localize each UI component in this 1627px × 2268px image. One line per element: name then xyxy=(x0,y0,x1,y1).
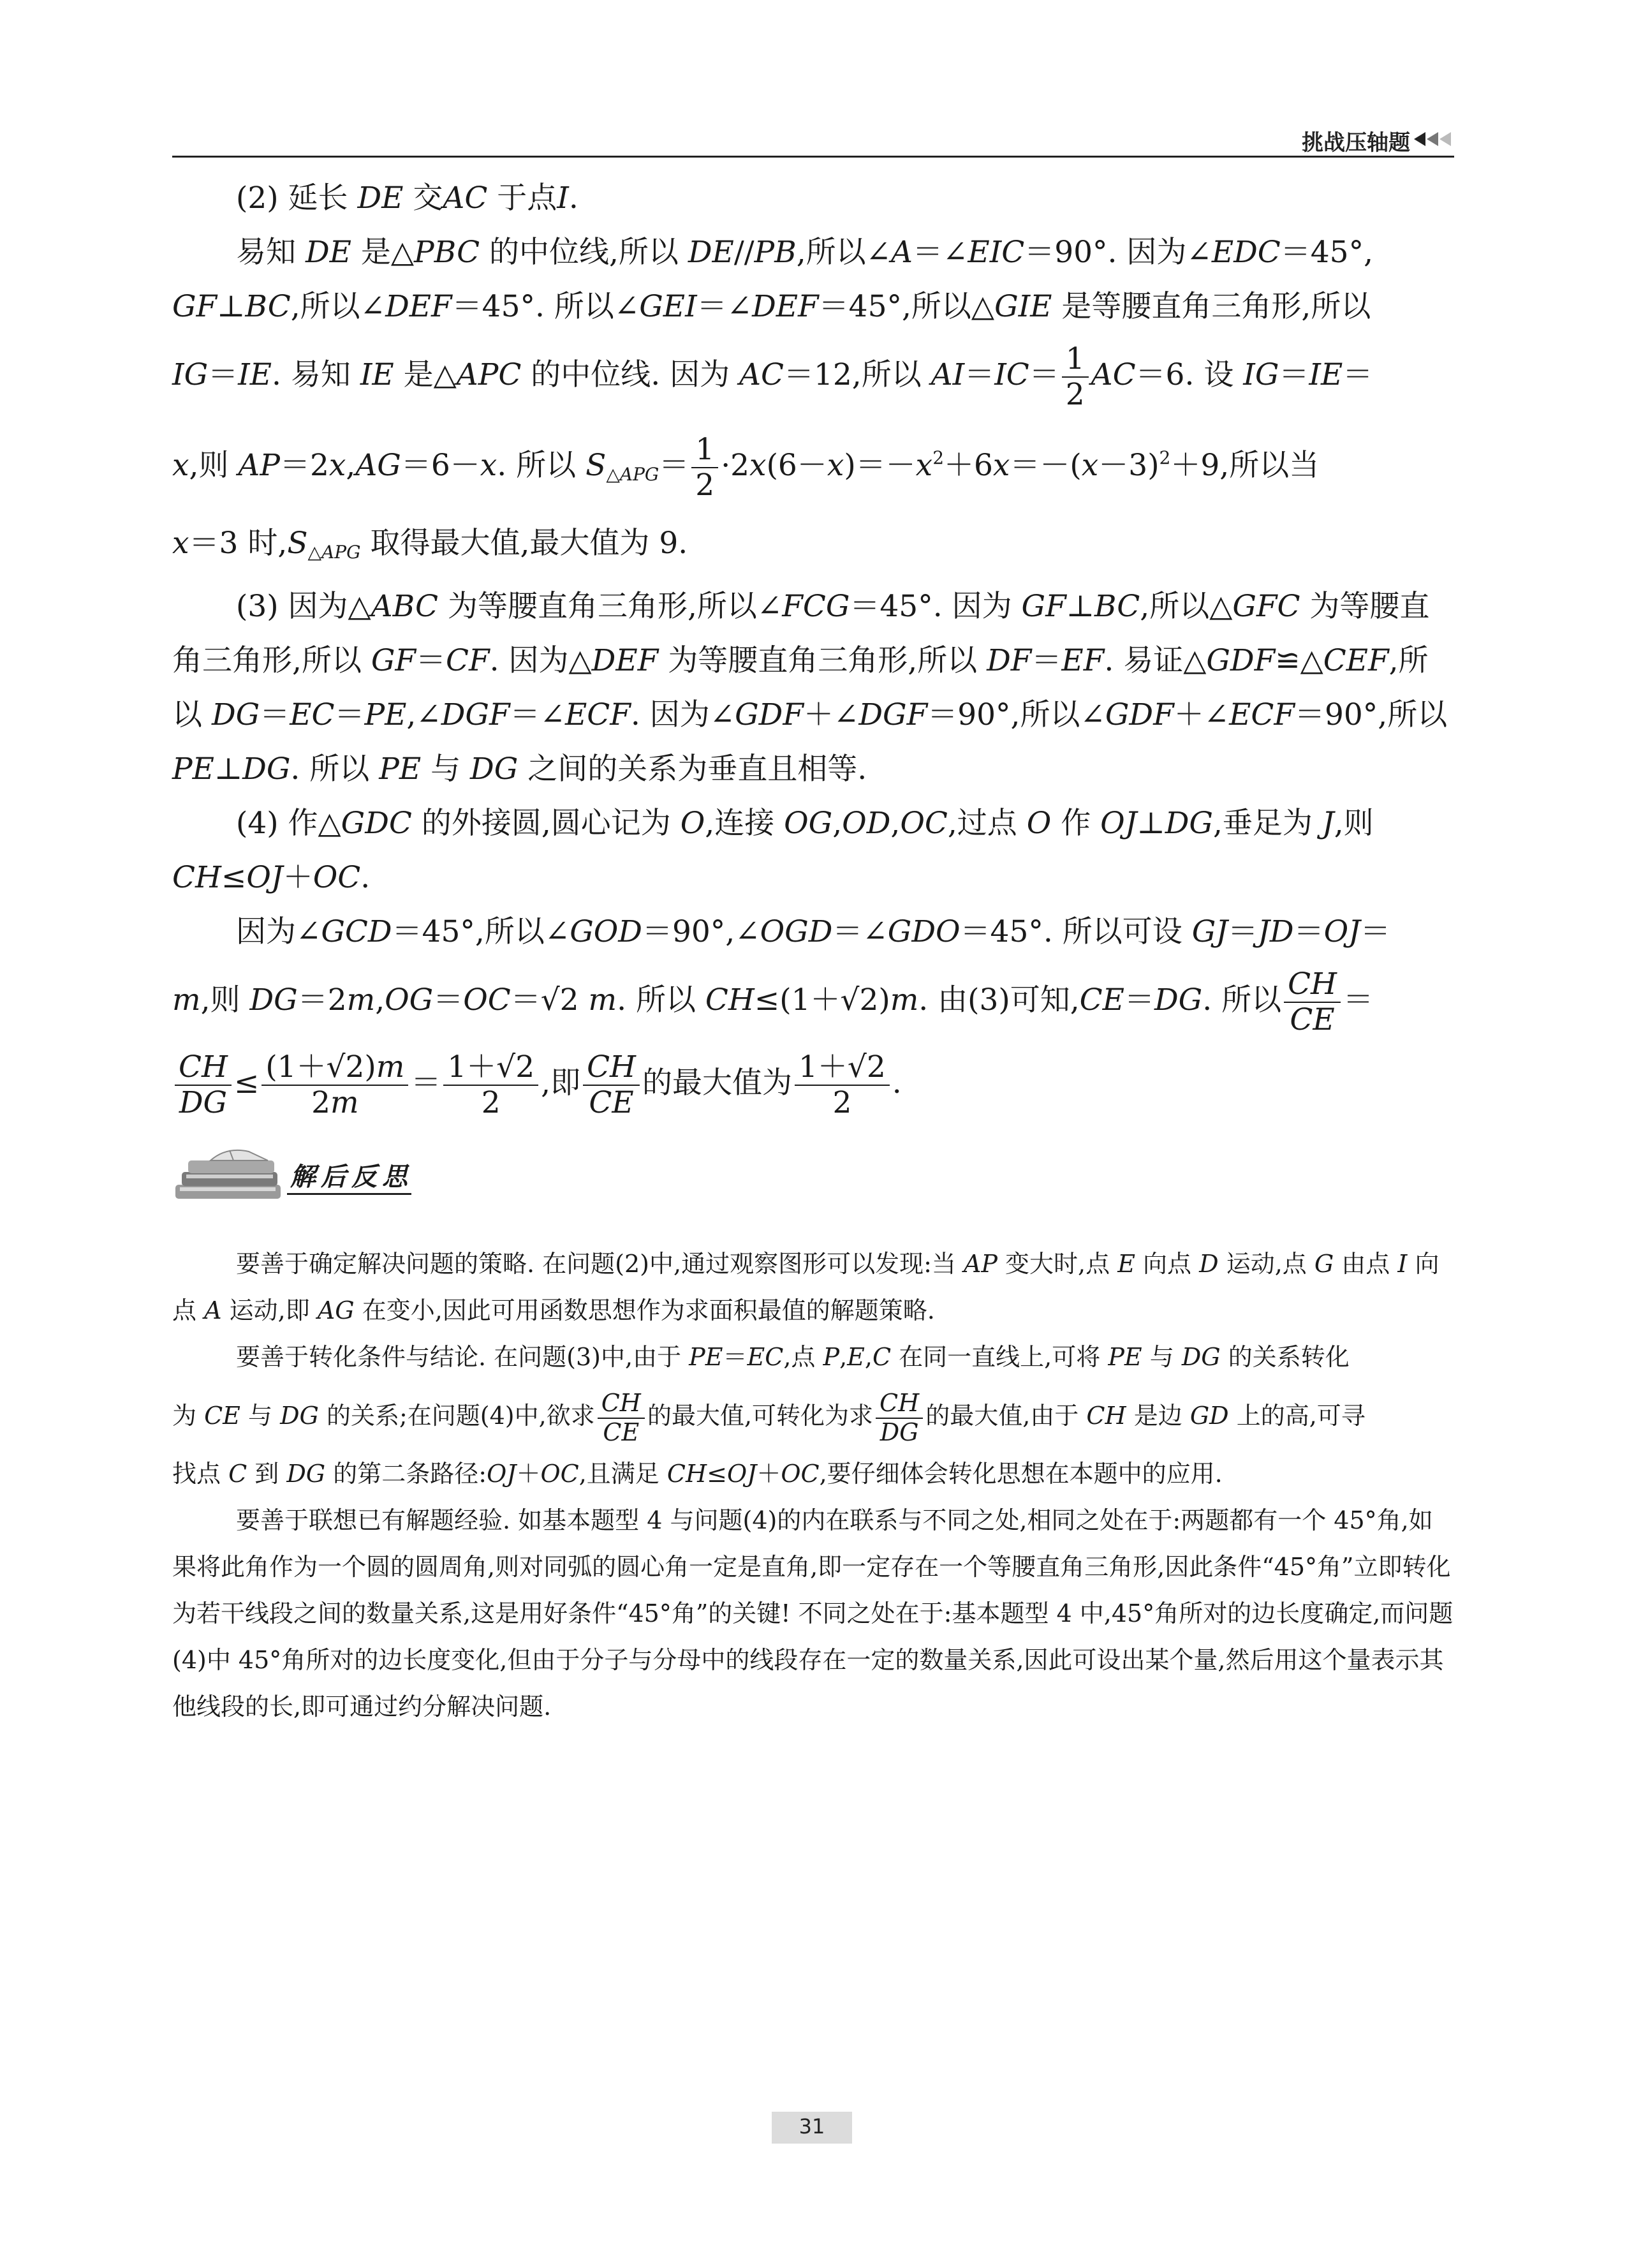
header-rule xyxy=(172,156,1454,158)
solution-part-3: (3) 因为△ABC 为等腰直角三角形,所以∠FCG＝45°. 因为 GF⊥BC,所以△GFC 为等腰直角三角形,所以 GF＝CF. 因为△DEF 为等腰直角三角形,所以 DF＝EF. 易证△GDF≌△CEF,所以 DG＝EC＝PE,∠DGF＝∠ECF. 因为∠GDF＋∠DGF＝90°,所以∠GDF＋∠ECF＝90°,所以 PE⊥DG. 所以 PE 与 DG 之间的关系为垂直且相等. xyxy=(172,589,1448,787)
page-number: 31 xyxy=(799,2114,825,2138)
solution-part-4-result: $\frac{CH}{DG}$ ≤ $\frac{(1+√2)m}{2m}$ ＝ $\frac{1+√2}{2}$ ,即 $\frac{CH}{CE}$ 的最大值为 $\frac{1+√2}{2}$ . xyxy=(172,1042,1454,1125)
reflection-para-3: 要善于联想已有解题经验. 如基本题型 4 与问题(4)的内在联系与不同之处,相同之处在于:两题都有一个 45°角,如果将此角作为一个圆的圆周角,则对同弧的圆心角一定是直角,即一定存在一个等腰直角三角形,因此条件“45°角”立即转化为若干线段之间的数量关系,这是用好条件“45°角”的关键! 不同之处在于:基本题型 4 中,45°角所对的边长度确定,而问题(4)中 45°角所对的边长度变化,但由于分子与分母中的线段存在一定的数量关系,因此可设出某个量,然后用这个量表示其他线段的长,即可通过约分解决问题. xyxy=(172,1506,1454,1721)
solution-body xyxy=(172,171,1454,1125)
book-stack-icon xyxy=(172,1145,284,1206)
reflection-para-2-end: 找点 C 到 DG 的第二条路径:OJ＋OC,且满足 CH≤OJ＋OC,要仔细体会转化思想在本题中的应用. xyxy=(172,1460,1223,1488)
reflection-para-2: 要善于转化条件与结论. 在问题(3)中,由于 PE＝EC,点 P,E,C 在同一直线上,可将 PE 与 DG 的关系转化 xyxy=(236,1343,1350,1371)
solution-part-4: (4) 作△GDC 的外接圆,圆心记为 O,连接 OG,OD,OC,过点 O 作 OJ⊥DG,垂足为 J,则 CH≤OJ＋OC. xyxy=(172,806,1374,895)
header-title: 挑战压轴题 xyxy=(1302,130,1410,156)
triple-left-arrow-icon xyxy=(1414,130,1452,149)
solution-part-4-cont: 因为∠GCD＝45°,所以∠GOD＝90°,∠OGD＝∠GDO＝45°. 所以可设 GJ＝JD＝OJ＝ xyxy=(236,914,1390,949)
solution-part-2-conclusion: x＝3 时$,S_{\triangle APG}$ 取得最大值,最大值为 9. xyxy=(172,526,688,563)
solution-part-4-ratio: m,则 DG＝2m,OG＝OC＝√2 m. 所以 CH≤(1＋√2)m. 由(3)可知,CE＝DG. 所以 $\frac{CH}{CE}$ ＝ xyxy=(172,966,1374,1037)
reflection-para-1: 要善于确定解决问题的策略. 在问题(2)中,通过观察图形可以发现:当 AP 变大时,点 E 向点 D 运动,点 G 由点 I 向点 A 运动,即 AG 在变小,因此可用函数思想作为求面积最值的解题策略. xyxy=(172,1250,1439,1324)
reflection-title-underline xyxy=(287,1193,411,1195)
reflection-title: 解后反思 xyxy=(290,1162,413,1192)
solution-part-2-text-cont: IG＝IE. 易知 IE 是△APC 的中位线. 因为 AC＝12,所以 AI＝IC＝ $\frac{1}{2}$ AC＝6. 设 IG＝IE＝ xyxy=(172,341,1373,412)
solution-part-2-text: 易知 DE 是△PBC 的中位线,所以 DE//PB,所以∠A＝∠EIC＝90°. 因为∠EDC＝45°, GF⊥BC,所以∠DEF＝45°. 所以∠GEI＝∠DEF＝45°,所以△GIE 是等腰直角三角形,所以 xyxy=(172,235,1374,324)
solution-part-2-area: x,则 AP＝2x,AG＝6－x. 所以 $S_{\triangle APG}=$ $\frac{1}{2}$ $\cdot 2x(6-x)=-x^2+6x=-(x-3)^2+9$,所以当 xyxy=(172,431,1320,503)
reflection-para-2-cont: 为 CE 与 DG 的关系;在问题(4)中,欲求 $\frac{CH}{CE}$ 的最大值,可转化为求 $\frac{CH}{DG}$ 的最大值,由于 CH 是边 GD 上的高,可寻 xyxy=(172,1388,1366,1446)
solution-part-2-heading: (2) 延长 DE 交AC 于点I. xyxy=(236,181,578,216)
reflection-body xyxy=(172,1241,1454,1730)
reflection-heading xyxy=(172,1145,491,1215)
